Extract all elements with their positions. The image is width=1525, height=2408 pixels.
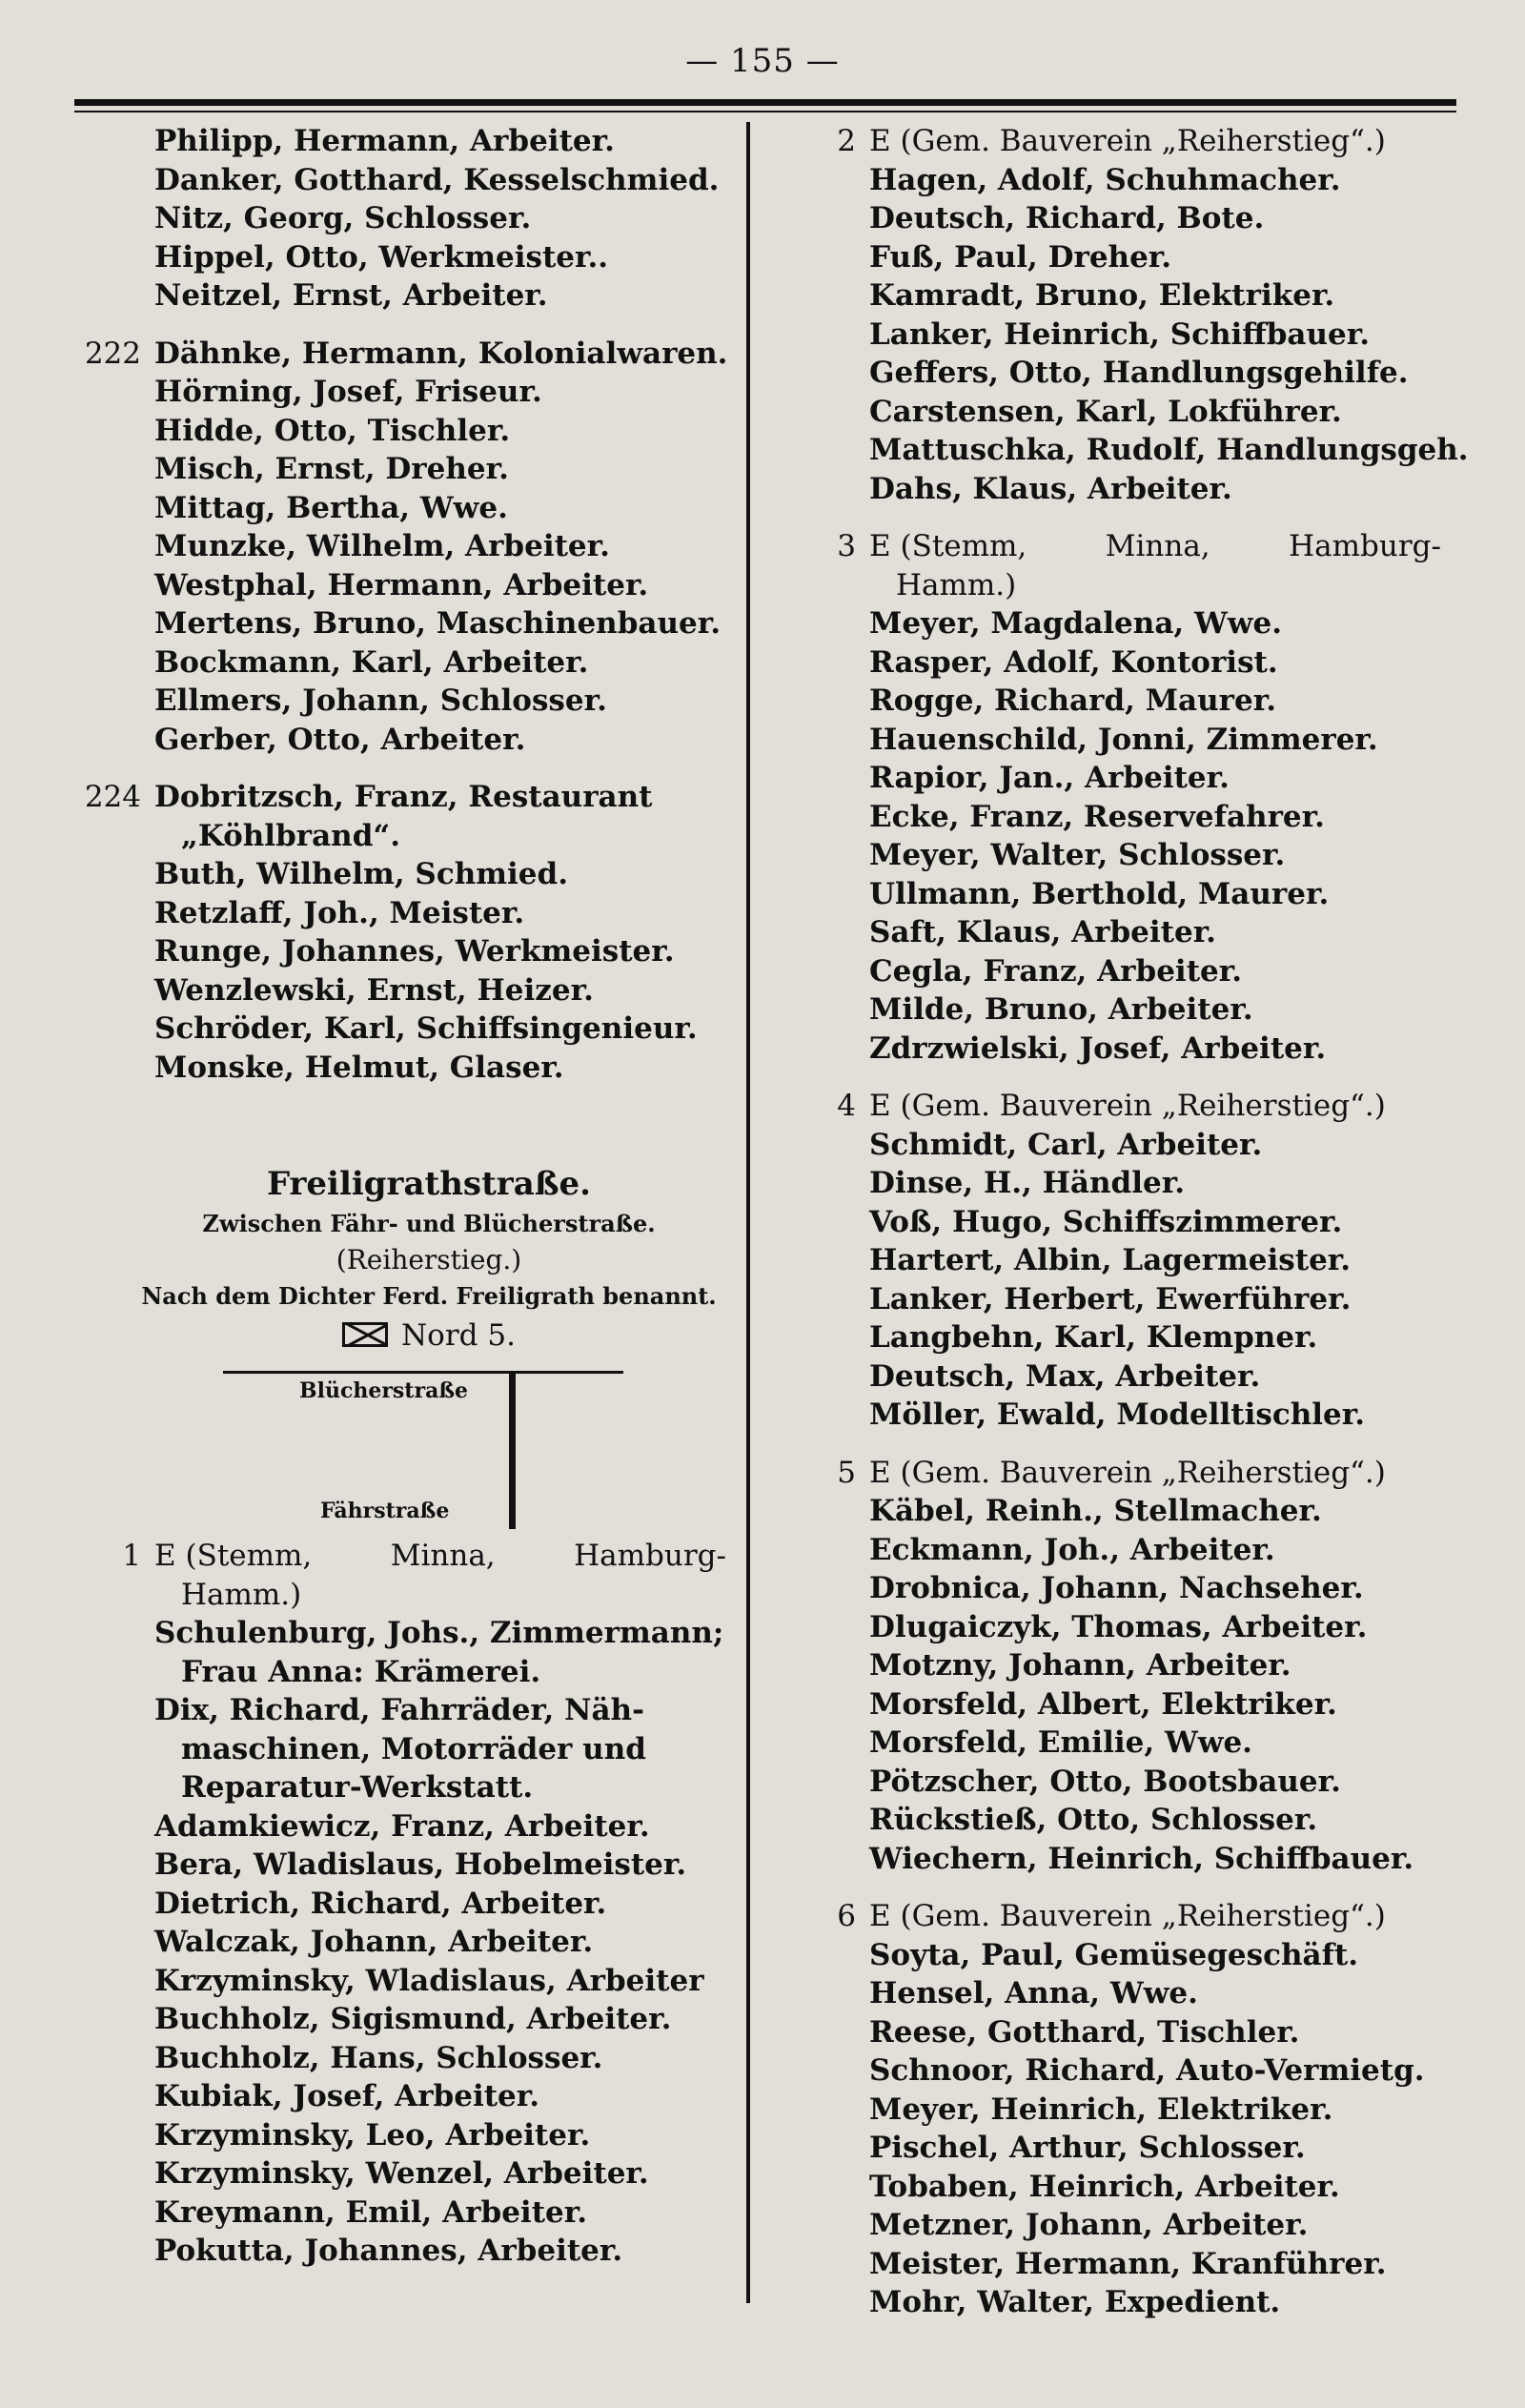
resident-entry: Krzyminsky, Wenzel, Arbeiter. <box>154 2156 649 2191</box>
resident-entry: Wenzlewski, Ernst, Heizer. <box>154 972 594 1008</box>
resident-entry: Deutsch, Max, Arbeiter. <box>869 1358 1261 1394</box>
house-number: 222 <box>84 336 141 371</box>
resident-entry: Soyta, Paul, Gemüsegeschäft. <box>869 1937 1359 1972</box>
house-block-2 <box>782 122 1487 508</box>
resident-entry: E (Gem. Bauverein „Reiherstieg“.) <box>869 1899 1386 1933</box>
directory-line <box>782 1936 1487 1975</box>
house-block-6 <box>782 1897 1487 2322</box>
directory-line <box>782 1646 1487 1685</box>
resident-entry: Rückstieß, Otto, Schlosser. <box>869 1803 1318 1837</box>
directory-line <box>782 393 1487 432</box>
directory-line <box>782 2245 1487 2284</box>
resident-entry: Möller, Ewald, Modelltischler. <box>869 1398 1366 1432</box>
resident-entry: Voß, Hugo, Schiffszimmerer. <box>869 1204 1343 1239</box>
resident-entry: E (Gem. Bauverein „Reiherstieg“.) <box>869 1089 1386 1123</box>
street-named-after: Nach dem Dichter Ferd. Freiligrath benannt. <box>141 1282 717 1310</box>
house-number: 6 <box>837 1899 856 1933</box>
directory-line <box>782 2168 1487 2207</box>
directory-line <box>67 527 734 566</box>
house-block <box>67 122 734 316</box>
resident-entry: Neitzel, Ernst, Arbeiter. <box>154 278 548 313</box>
street-diagram <box>223 1371 623 1529</box>
resident-entry: Dietrich, Richard, Arbeiter. <box>154 1886 607 1921</box>
directory-line <box>67 1846 734 1885</box>
directory-line <box>67 450 734 489</box>
resident-entry: Ellmers, Johann, Schlosser. <box>154 684 607 718</box>
directory-line <box>67 721 734 760</box>
directory-line <box>67 489 734 528</box>
resident-entry: Kamradt, Bruno, Elektriker. <box>869 278 1335 313</box>
house-number: 1 <box>122 1539 141 1573</box>
directory-line <box>67 2039 734 2078</box>
house-block-4 <box>782 1087 1487 1435</box>
page-number: — 155 — <box>685 42 840 80</box>
resident-entry: Mittag, Bertha, Wwe. <box>154 490 508 525</box>
directory-line <box>782 1763 1487 1802</box>
resident-entry: Rasper, Adolf, Kontorist. <box>869 644 1278 680</box>
envelope-icon <box>342 1322 388 1347</box>
directory-line <box>782 759 1487 798</box>
header-rule-thin <box>74 111 1456 112</box>
resident-entry: Walczak, Johann, Arbeiter. <box>154 1925 594 1959</box>
resident-entry: Lanker, Heinrich, Schiffbauer. <box>869 316 1371 352</box>
directory-line <box>67 199 734 238</box>
directory-line <box>67 1691 734 1730</box>
resident-entry: Hagen, Adolf, Schuhmacher. <box>869 162 1341 197</box>
house-number: 2 <box>837 124 856 158</box>
directory-line <box>67 2154 734 2194</box>
resident-entry: Adamkiewicz, Franz, Arbeiter. <box>154 1808 650 1844</box>
resident-entry: Zdrzwielski, Josef, Arbeiter. <box>869 1031 1327 1066</box>
directory-line <box>67 855 734 894</box>
resident-entry: Drobnica, Johann, Nachseher. <box>869 1571 1364 1605</box>
directory-line <box>782 1974 1487 2013</box>
resident-entry: Hartert, Albin, Lagermeister. <box>869 1243 1352 1277</box>
resident-entry: Hamm.) <box>896 567 1017 602</box>
resident-entry: Cegla, Franz, Arbeiter. <box>869 953 1243 989</box>
directory-line <box>782 354 1487 393</box>
address-head-part: Hamburg- <box>1289 529 1441 563</box>
directory-line <box>67 1576 734 1615</box>
directory-line <box>782 2091 1487 2130</box>
directory-line <box>782 1318 1487 1357</box>
resident-entry: Tobaben, Heinrich, Arbeiter. <box>869 2169 1340 2204</box>
resident-entry: Dinse, H., Händler. <box>869 1166 1185 1200</box>
resident-entry: Schnoor, Richard, Auto-Vermietg. <box>869 2053 1425 2088</box>
resident-entry: Hörning, Josef, Friseur. <box>154 375 542 409</box>
directory-line <box>67 1923 734 1962</box>
directory-line <box>782 1840 1487 1879</box>
directory-line <box>67 932 734 971</box>
directory-line <box>782 1357 1487 1397</box>
diagram-label-top: Blücherstraße <box>299 1378 469 1403</box>
directory-line <box>782 431 1487 470</box>
directory-line <box>67 335 734 374</box>
resident-entry: Dix, Richard, Fahrräder, Näh- <box>154 1693 644 1727</box>
house-number: 4 <box>837 1089 856 1123</box>
resident-entry: Pokutta, Johannes, Arbeiter. <box>154 2234 623 2268</box>
resident-entry: Morsfeld, Albert, Elektriker. <box>869 1686 1337 1722</box>
resident-entry: Hamm.) <box>181 1577 302 1612</box>
directory-line <box>67 238 734 277</box>
address-head-part: Hamburg- <box>574 1539 726 1573</box>
directory-line <box>782 798 1487 837</box>
resident-entry: Morsfeld, Emilie, Wwe. <box>869 1725 1252 1760</box>
resident-entry: Meister, Hermann, Kranführer. <box>869 2246 1387 2281</box>
directory-line <box>782 1897 1487 1936</box>
resident-entry: Kubiak, Josef, Arbeiter. <box>154 2079 540 2113</box>
resident-entry: Hauenschild, Jonni, Zimmerer. <box>869 722 1378 757</box>
resident-entry: Eckmann, Joh., Arbeiter. <box>869 1532 1275 1567</box>
house-number: 3 <box>837 529 856 563</box>
address-head-part: Minna, <box>1105 529 1210 563</box>
directory-line <box>782 1030 1487 1069</box>
resident-entry: Reese, Gotthard, Tischler. <box>869 2014 1300 2050</box>
resident-entry: Buth, Wilhelm, Schmied. <box>154 857 568 891</box>
directory-line <box>782 2129 1487 2168</box>
resident-entry: Runge, Johannes, Werkmeister. <box>154 934 675 969</box>
directory-line <box>782 2013 1487 2052</box>
resident-entry: Pischel, Arthur, Schlosser. <box>869 2131 1306 2165</box>
resident-entry: Ullmann, Berthold, Maurer. <box>869 876 1330 911</box>
directory-line <box>782 1492 1487 1531</box>
right-column <box>782 122 1487 2322</box>
resident-entry: Käbel, Reinh., Stellmacher. <box>869 1494 1322 1528</box>
directory-line <box>782 1280 1487 1319</box>
resident-entry: Schulenburg, Johs., Zimmermann; <box>154 1616 724 1650</box>
column-divider <box>746 122 750 2303</box>
directory-line <box>67 373 734 412</box>
directory-line <box>67 122 734 161</box>
resident-entry: Bockmann, Karl, Arbeiter. <box>154 644 589 680</box>
resident-entry: Mattuschka, Rudolf, Handlungsgeh. <box>869 433 1469 467</box>
directory-line <box>67 566 734 605</box>
directory-line <box>782 122 1487 161</box>
resident-entry: Munzke, Wilhelm, Arbeiter. <box>154 529 610 563</box>
directory-line <box>782 1724 1487 1763</box>
resident-entry: Carstensen, Karl, Lokführer. <box>869 394 1342 429</box>
resident-entry: Hippel, Otto, Werkmeister.. <box>154 239 609 275</box>
resident-entry: Schmidt, Carl, Arbeiter. <box>869 1127 1263 1162</box>
directory-line <box>67 778 734 817</box>
street-district: (Reiherstieg.) <box>336 1244 522 1275</box>
directory-line <box>782 836 1487 875</box>
directory-line <box>782 1241 1487 1280</box>
directory-line <box>782 913 1487 952</box>
resident-entry: Milde, Bruno, Arbeiter. <box>869 992 1253 1027</box>
resident-entry: Saft, Klaus, Arbeiter. <box>869 915 1216 949</box>
directory-line <box>67 682 734 721</box>
resident-entry: Dobritzsch, Franz, Restaurant <box>154 780 653 814</box>
diagram-street <box>509 1371 516 1529</box>
directory-line <box>67 2116 734 2155</box>
directory-line <box>67 276 734 316</box>
resident-entry: Danker, Gotthard, Kesselschmied. <box>154 162 720 197</box>
directory-line <box>67 643 734 683</box>
house-block-5 <box>782 1454 1487 1879</box>
directory-line <box>782 682 1487 721</box>
resident-entry: E (Gem. Bauverein „Reiherstieg“.) <box>869 1455 1386 1490</box>
directory-line <box>67 894 734 933</box>
directory-line <box>67 604 734 643</box>
directory-line <box>67 2232 734 2271</box>
resident-entry: Westphal, Hermann, Arbeiter. <box>154 567 649 602</box>
address-head-part: E (Stemm, <box>154 1539 313 1573</box>
resident-entry: Mertens, Bruno, Maschinenbauer. <box>154 606 722 641</box>
directory-line <box>67 1537 734 1576</box>
resident-entry: Monske, Helmut, Glaser. <box>154 1050 564 1085</box>
resident-entry: Dahs, Klaus, Arbeiter. <box>869 471 1232 506</box>
house-block-224 <box>67 778 734 1087</box>
resident-entry: Geffers, Otto, Handlungsgehilfe. <box>869 356 1409 390</box>
directory-line <box>782 1454 1487 1493</box>
resident-entry: Meyer, Walter, Schlosser. <box>869 838 1286 872</box>
diagram-line <box>223 1371 623 1374</box>
postal-district <box>124 1314 734 1357</box>
directory-line <box>782 604 1487 643</box>
directory-line <box>782 952 1487 991</box>
directory-line <box>67 1653 734 1692</box>
directory-line <box>67 1049 734 1088</box>
directory-line <box>782 238 1487 277</box>
resident-entry: Ecke, Franz, Reservefahrer. <box>869 799 1325 834</box>
directory-line <box>782 875 1487 914</box>
resident-entry: E (Gem. Bauverein „Reiherstieg“.) <box>869 124 1386 158</box>
diagram-label-bottom: Fährstraße <box>320 1499 450 1523</box>
resident-entry: Gerber, Otto, Arbeiter. <box>154 722 526 757</box>
address-head <box>869 527 1441 566</box>
resident-entry: Reparatur-Werkstatt. <box>181 1770 534 1805</box>
directory-line <box>782 1531 1487 1570</box>
directory-line <box>67 412 734 451</box>
resident-entry: Bera, Wladislaus, Hobelmeister. <box>154 1847 687 1882</box>
resident-entry: Rogge, Richard, Maurer. <box>869 684 1277 718</box>
resident-entry: Wiechern, Heinrich, Schiffbauer. <box>869 1841 1414 1876</box>
resident-entry: Hidde, Otto, Tischler. <box>154 413 511 448</box>
resident-entry: Schröder, Karl, Schiffsingenieur. <box>154 1011 698 1046</box>
left-column <box>67 122 734 2271</box>
directory-line <box>782 1203 1487 1242</box>
directory-line <box>67 971 734 1010</box>
street-title: Freiligrathstraße. <box>266 1165 592 1203</box>
resident-entry: Dähnke, Hermann, Kolonialwaren. <box>154 336 728 371</box>
directory-line <box>782 470 1487 509</box>
directory-line <box>67 2194 734 2233</box>
resident-entry: Frau Anna: Krämerei. <box>181 1654 541 1689</box>
resident-entry: Deutsch, Richard, Bote. <box>869 201 1265 235</box>
directory-line <box>782 566 1487 605</box>
resident-entry: Buchholz, Hans, Schlosser. <box>154 2040 603 2075</box>
resident-entry: Pötzscher, Otto, Bootsbauer. <box>869 1764 1341 1799</box>
house-number: 5 <box>837 1455 856 1490</box>
directory-line <box>67 1807 734 1847</box>
directory-line <box>782 1126 1487 1165</box>
resident-entry: Krzyminsky, Wladislaus, Arbeiter <box>154 1963 704 1998</box>
directory-line <box>67 1010 734 1049</box>
directory-line <box>782 721 1487 760</box>
directory-line <box>782 316 1487 355</box>
resident-entry: Mohr, Walter, Expedient. <box>869 2285 1281 2319</box>
directory-line <box>782 1396 1487 1435</box>
directory-line <box>782 1569 1487 1608</box>
resident-entry: Hensel, Anna, Wwe. <box>869 1976 1198 2010</box>
directory-line <box>67 1730 734 1769</box>
resident-entry: Dlugaiczyk, Thomas, Arbeiter. <box>869 1609 1368 1644</box>
resident-entry: Fuß, Paul, Dreher. <box>869 239 1172 275</box>
resident-entry: Motzny, Johann, Arbeiter. <box>869 1648 1291 1683</box>
directory-line <box>782 990 1487 1030</box>
header-rule <box>74 99 1456 106</box>
resident-entry: Misch, Ernst, Dreher. <box>154 452 509 486</box>
house-block-3 <box>782 527 1487 1068</box>
directory-line <box>782 2206 1487 2245</box>
address-head <box>154 1537 726 1576</box>
directory-line <box>67 2077 734 2116</box>
house-block-222 <box>67 335 734 760</box>
directory-line <box>782 1801 1487 1840</box>
resident-entry: Philipp, Hermann, Arbeiter. <box>154 124 615 158</box>
directory-line <box>67 1614 734 1653</box>
directory-line <box>782 276 1487 316</box>
directory-line <box>782 2283 1487 2322</box>
directory-line <box>782 161 1487 200</box>
directory-line <box>782 1164 1487 1203</box>
directory-line <box>67 1768 734 1807</box>
address-head-part: Minna, <box>390 1539 496 1573</box>
directory-line <box>67 1885 734 1924</box>
directory-line <box>782 1608 1487 1647</box>
directory-line <box>782 2051 1487 2091</box>
directory-line <box>67 1962 734 2001</box>
directory-line <box>67 2000 734 2039</box>
resident-entry: Kreymann, Emil, Arbeiter. <box>154 2194 588 2230</box>
resident-entry: Nitz, Georg, Schlosser. <box>154 201 532 235</box>
directory-line <box>67 161 734 200</box>
directory-line <box>67 817 734 856</box>
resident-entry: Metzner, Johann, Arbeiter. <box>869 2208 1309 2242</box>
resident-entry: Meyer, Magdalena, Wwe. <box>869 606 1283 641</box>
street-between: Zwischen Fähr- und Blücherstraße. <box>202 1210 656 1237</box>
directory-line <box>782 643 1487 683</box>
resident-entry: „Köhlbrand“. <box>181 818 401 853</box>
resident-entry: Retzlaff, Joh., Meister. <box>154 895 525 930</box>
directory-line <box>782 527 1487 566</box>
directory-line <box>782 1685 1487 1724</box>
resident-entry: Buchholz, Sigismund, Arbeiter. <box>154 2002 672 2036</box>
house-number: 224 <box>84 780 141 814</box>
resident-entry: Meyer, Heinrich, Elektriker. <box>869 2092 1333 2127</box>
resident-entry: Rapior, Jan., Arbeiter. <box>869 761 1230 795</box>
resident-entry: Langbehn, Karl, Klempner. <box>869 1320 1318 1355</box>
postal-label: Nord 5. <box>401 1318 516 1353</box>
directory-line <box>782 199 1487 238</box>
directory-line <box>782 1087 1487 1126</box>
house-block-1 <box>67 1537 734 2271</box>
address-head-part: E (Stemm, <box>869 529 1027 563</box>
resident-entry: Krzyminsky, Leo, Arbeiter. <box>154 2117 591 2153</box>
resident-entry: Lanker, Herbert, Ewerführer. <box>869 1281 1352 1316</box>
resident-entry: maschinen, Motorräder und <box>181 1731 646 1766</box>
